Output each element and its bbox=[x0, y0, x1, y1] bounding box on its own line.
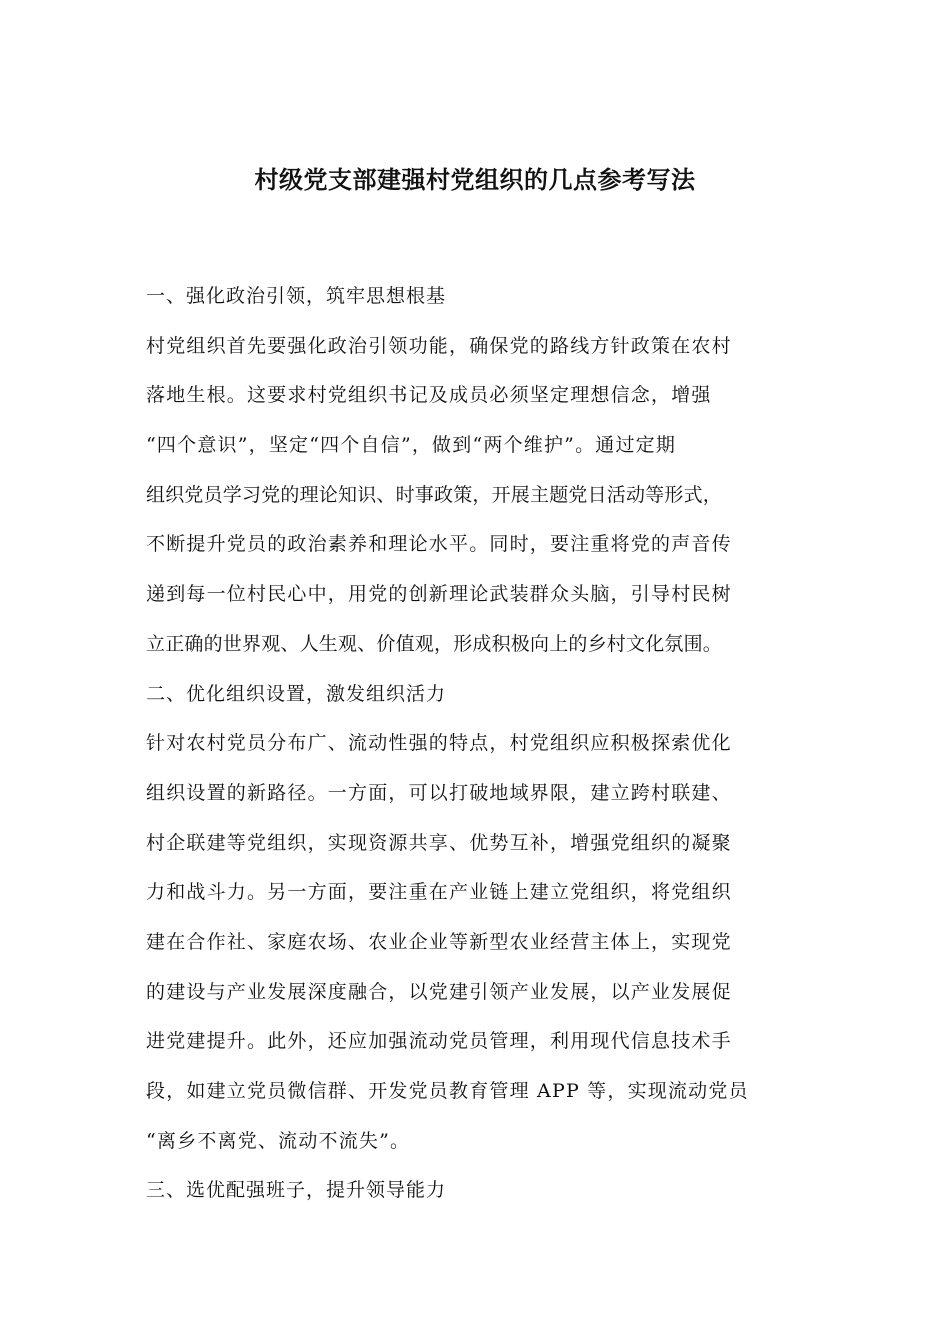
paragraph-line: 组织党员学习党的理论知识、时事政策，开展主题党日活动等形式， bbox=[146, 483, 723, 506]
paragraph-line: 力和战斗力。另一方面，要注重在产业链上建立党组织，将党组织 bbox=[146, 881, 732, 904]
section-heading-3: 三、选优配强班子，提升领导能力 bbox=[146, 1179, 447, 1202]
paragraph-line: 的建设与产业发展深度融合，以党建引领产业发展，以产业发展促 bbox=[146, 980, 732, 1003]
section-heading-1: 一、强化政治引领，筑牢思想根基 bbox=[146, 285, 447, 307]
paragraph-line: 进党建提升。此外，还应加强流动党员管理，利用现代信息技术手 bbox=[146, 1030, 732, 1053]
paragraph-line: 立正确的世界观、人生观、价值观，形成积极向上的乡村文化氛围。 bbox=[146, 632, 723, 655]
paragraph-line: 段，如建立党员微信群、开发党员教育管理 APP 等，实现流动党员 bbox=[146, 1080, 749, 1102]
paragraph-line: 村企联建等党组织，实现资源共享、优势互补，增强党组织的凝聚 bbox=[146, 831, 732, 854]
section-heading-2: 二、优化组织设置，激发组织活力 bbox=[146, 682, 447, 705]
paragraph-line: 不断提升党员的政治素养和理论水平。同时，要注重将党的声音传 bbox=[146, 533, 732, 556]
document-title: 村级党支部建强村党组织的几点参考写法 bbox=[254, 165, 696, 194]
paragraph-line: “离乡不离党、流动不流失”。 bbox=[146, 1129, 411, 1152]
paragraph-line: 针对农村党员分布广、流动性强的特点，村党组织应积极探索优化 bbox=[146, 732, 732, 755]
paragraph-line: 递到每一位村民心中，用党的创新理论武装群众头脑，引导村民树 bbox=[146, 583, 732, 606]
paragraph-line: 落地生根。这要求村党组织书记及成员必须坚定理想信念，增强 bbox=[146, 384, 712, 407]
paragraph-line: 建在合作社、家庭农场、农业企业等新型农业经营主体上，实现党 bbox=[146, 930, 732, 953]
paragraph-line: 村党组织首先要强化政治引领功能，确保党的路线方针政策在农村 bbox=[146, 334, 732, 357]
paragraph-line: 组织设置的新路径。一方面，可以打破地域界限，建立跨村联建、 bbox=[146, 781, 732, 804]
document-body bbox=[146, 272, 826, 1216]
paragraph-line: “四个意识”，坚定“四个自信”，做到“两个维护”。通过定期 bbox=[146, 434, 677, 457]
